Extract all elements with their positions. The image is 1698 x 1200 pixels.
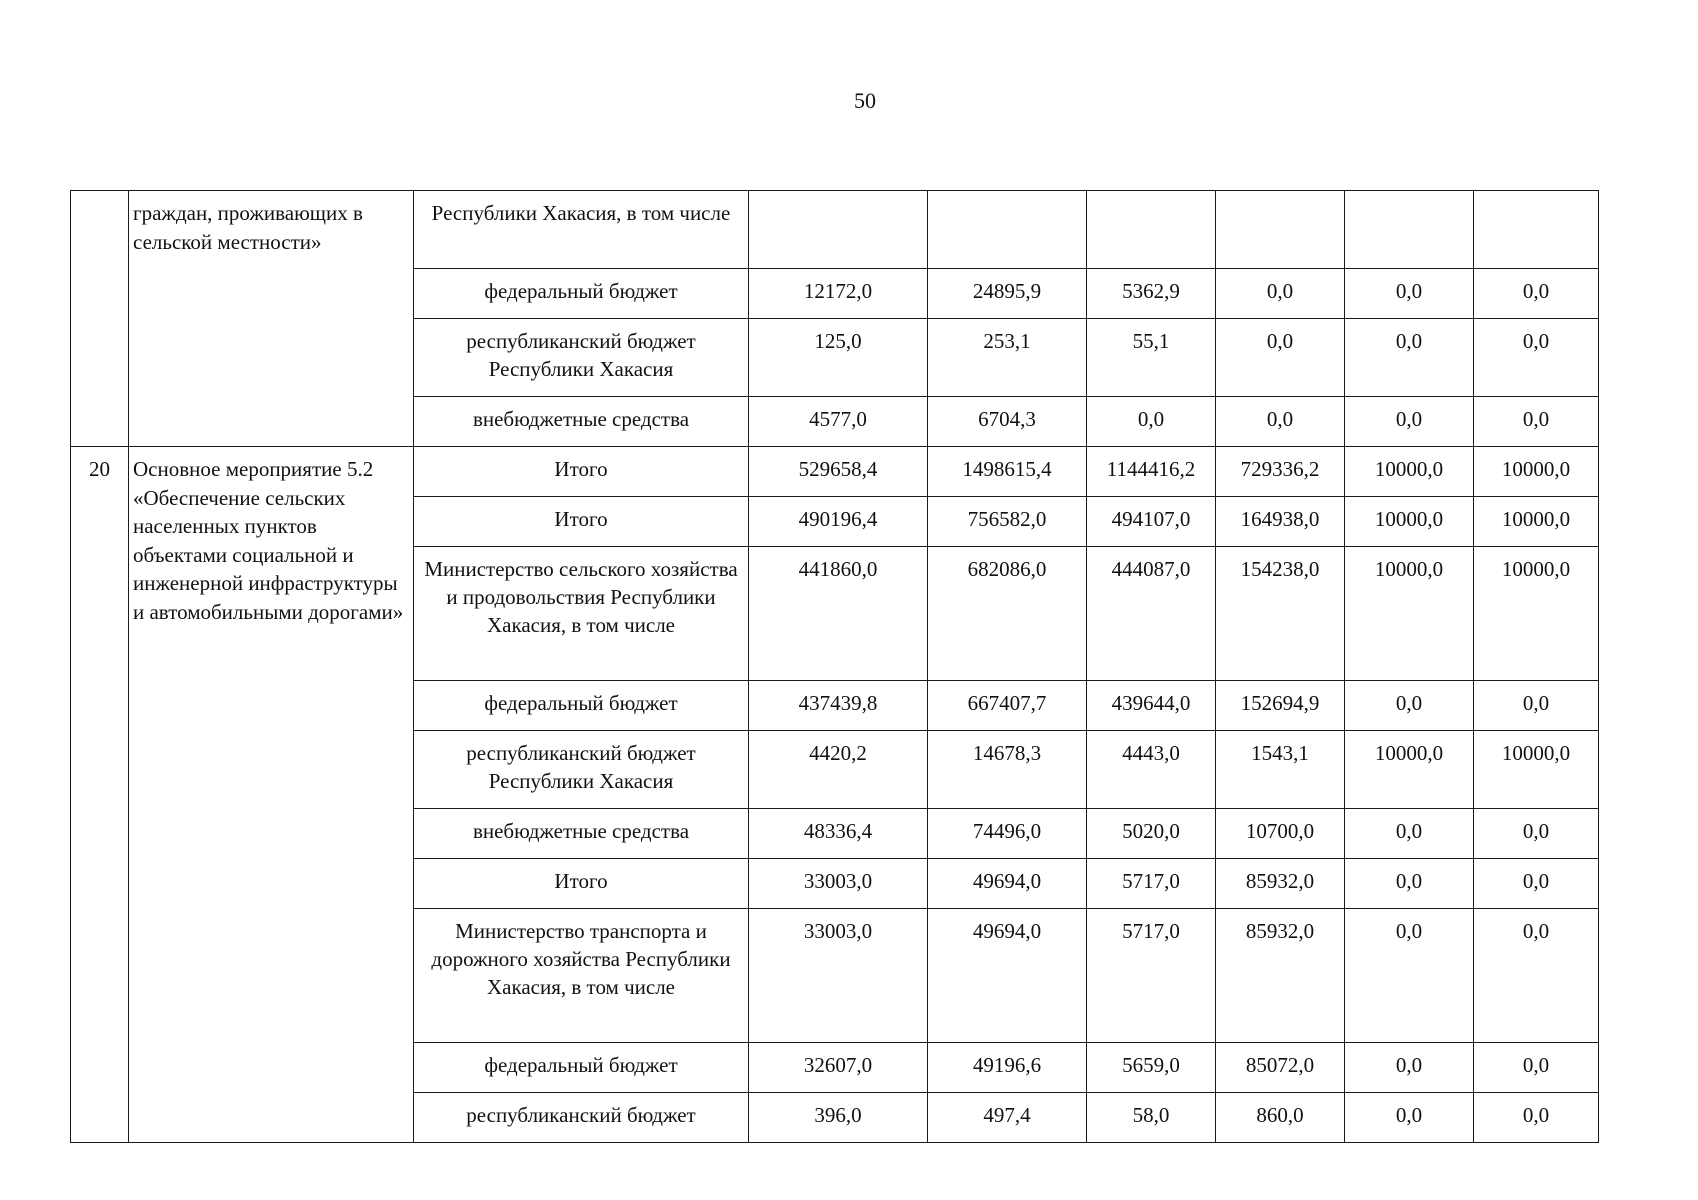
value-cell: 0,0	[1345, 859, 1474, 909]
value-cell: 0,0	[1345, 909, 1474, 1043]
value-cell: 729336,2	[1216, 447, 1345, 497]
value-cell: 0,0	[1474, 859, 1599, 909]
value-cell: 497,4	[928, 1093, 1087, 1143]
value-cell: 33003,0	[749, 859, 928, 909]
value-cell: 860,0	[1216, 1093, 1345, 1143]
value-cell: 1498615,4	[928, 447, 1087, 497]
value-cell: 4443,0	[1087, 731, 1216, 809]
value-cell: 10000,0	[1345, 497, 1474, 547]
funding-source-cell: Итого	[414, 859, 749, 909]
value-cell: 10000,0	[1345, 731, 1474, 809]
value-cell: 49694,0	[928, 909, 1087, 1043]
value-cell: 55,1	[1087, 319, 1216, 397]
value-cell	[1087, 191, 1216, 269]
funding-source-cell: внебюджетные средства	[414, 809, 749, 859]
value-cell: 0,0	[1216, 319, 1345, 397]
value-cell: 10000,0	[1345, 447, 1474, 497]
value-cell: 0,0	[1216, 269, 1345, 319]
value-cell: 49196,6	[928, 1043, 1087, 1093]
funding-source-cell: федеральный бюджет	[414, 1043, 749, 1093]
funding-source-cell: Итого	[414, 447, 749, 497]
funding-source-cell: внебюджетные средства	[414, 397, 749, 447]
value-cell: 0,0	[1474, 809, 1599, 859]
value-cell: 0,0	[1345, 319, 1474, 397]
value-cell: 441860,0	[749, 547, 928, 681]
value-cell	[928, 191, 1087, 269]
value-cell: 85072,0	[1216, 1043, 1345, 1093]
funding-source-cell: республиканский бюджет Республики Хакасия	[414, 319, 749, 397]
table-row	[71, 191, 1599, 269]
value-cell: 4420,2	[749, 731, 928, 809]
value-cell: 0,0	[1345, 269, 1474, 319]
value-cell: 5020,0	[1087, 809, 1216, 859]
value-cell: 1144416,2	[1087, 447, 1216, 497]
funding-source-cell: республиканский бюджет Республики Хакасия	[414, 731, 749, 809]
value-cell: 10700,0	[1216, 809, 1345, 859]
funding-table	[70, 190, 1599, 1143]
value-cell: 152694,9	[1216, 681, 1345, 731]
item-number-cell: 20	[71, 447, 129, 1143]
value-cell: 6704,3	[928, 397, 1087, 447]
value-cell	[1216, 191, 1345, 269]
value-cell: 0,0	[1474, 909, 1599, 1043]
value-cell: 164938,0	[1216, 497, 1345, 547]
value-cell: 0,0	[1474, 1043, 1599, 1093]
value-cell: 10000,0	[1345, 547, 1474, 681]
value-cell: 10000,0	[1474, 447, 1599, 497]
value-cell: 10000,0	[1474, 731, 1599, 809]
item-number-cell	[71, 191, 129, 447]
funding-source-cell: Министерство транспорта и дорожного хозяйства Республики Хакасия, в том числе	[414, 909, 749, 1043]
value-cell: 32607,0	[749, 1043, 928, 1093]
value-cell: 4577,0	[749, 397, 928, 447]
value-cell: 0,0	[1474, 397, 1599, 447]
value-cell: 5717,0	[1087, 859, 1216, 909]
funding-source-cell: федеральный бюджет	[414, 269, 749, 319]
value-cell: 0,0	[1345, 681, 1474, 731]
value-cell	[1345, 191, 1474, 269]
value-cell: 12172,0	[749, 269, 928, 319]
value-cell: 14678,3	[928, 731, 1087, 809]
value-cell: 0,0	[1216, 397, 1345, 447]
value-cell: 85932,0	[1216, 859, 1345, 909]
item-name-cell: Основное мероприятие 5.2 «Обеспечение сельских населенных пунктов объектами социальной и инженерной инфраструктуры и автомобильными дорогами»	[129, 447, 414, 1143]
value-cell: 74496,0	[928, 809, 1087, 859]
value-cell: 667407,7	[928, 681, 1087, 731]
value-cell: 439644,0	[1087, 681, 1216, 731]
value-cell: 437439,8	[749, 681, 928, 731]
value-cell: 49694,0	[928, 859, 1087, 909]
value-cell: 0,0	[1345, 1093, 1474, 1143]
value-cell: 5659,0	[1087, 1043, 1216, 1093]
value-cell: 529658,4	[749, 447, 928, 497]
value-cell: 154238,0	[1216, 547, 1345, 681]
value-cell: 0,0	[1345, 809, 1474, 859]
value-cell: 490196,4	[749, 497, 928, 547]
funding-source-cell: республиканский бюджет	[414, 1093, 749, 1143]
value-cell: 10000,0	[1474, 547, 1599, 681]
value-cell: 0,0	[1345, 397, 1474, 447]
value-cell: 48336,4	[749, 809, 928, 859]
value-cell: 24895,9	[928, 269, 1087, 319]
value-cell: 5717,0	[1087, 909, 1216, 1043]
funding-source-cell: Итого	[414, 497, 749, 547]
value-cell: 253,1	[928, 319, 1087, 397]
table-row	[71, 447, 1599, 497]
value-cell: 0,0	[1474, 319, 1599, 397]
value-cell	[749, 191, 928, 269]
value-cell: 0,0	[1345, 1043, 1474, 1093]
value-cell: 756582,0	[928, 497, 1087, 547]
value-cell: 1543,1	[1216, 731, 1345, 809]
value-cell: 10000,0	[1474, 497, 1599, 547]
value-cell: 0,0	[1474, 681, 1599, 731]
value-cell: 85932,0	[1216, 909, 1345, 1043]
value-cell: 444087,0	[1087, 547, 1216, 681]
page-number: 50	[854, 88, 876, 113]
value-cell: 33003,0	[749, 909, 928, 1043]
value-cell: 5362,9	[1087, 269, 1216, 319]
value-cell: 58,0	[1087, 1093, 1216, 1143]
value-cell: 0,0	[1474, 269, 1599, 319]
funding-source-cell: Республики Хакасия, в том числе	[414, 191, 749, 269]
funding-source-cell: Министерство сельского хозяйства и продовольствия Республики Хакасия, в том числе	[414, 547, 749, 681]
value-cell: 494107,0	[1087, 497, 1216, 547]
value-cell: 125,0	[749, 319, 928, 397]
value-cell: 682086,0	[928, 547, 1087, 681]
value-cell: 0,0	[1087, 397, 1216, 447]
value-cell: 0,0	[1474, 1093, 1599, 1143]
value-cell	[1474, 191, 1599, 269]
item-name-cell: граждан, проживающих в сельской местности»	[129, 191, 414, 447]
funding-source-cell: федеральный бюджет	[414, 681, 749, 731]
value-cell: 396,0	[749, 1093, 928, 1143]
